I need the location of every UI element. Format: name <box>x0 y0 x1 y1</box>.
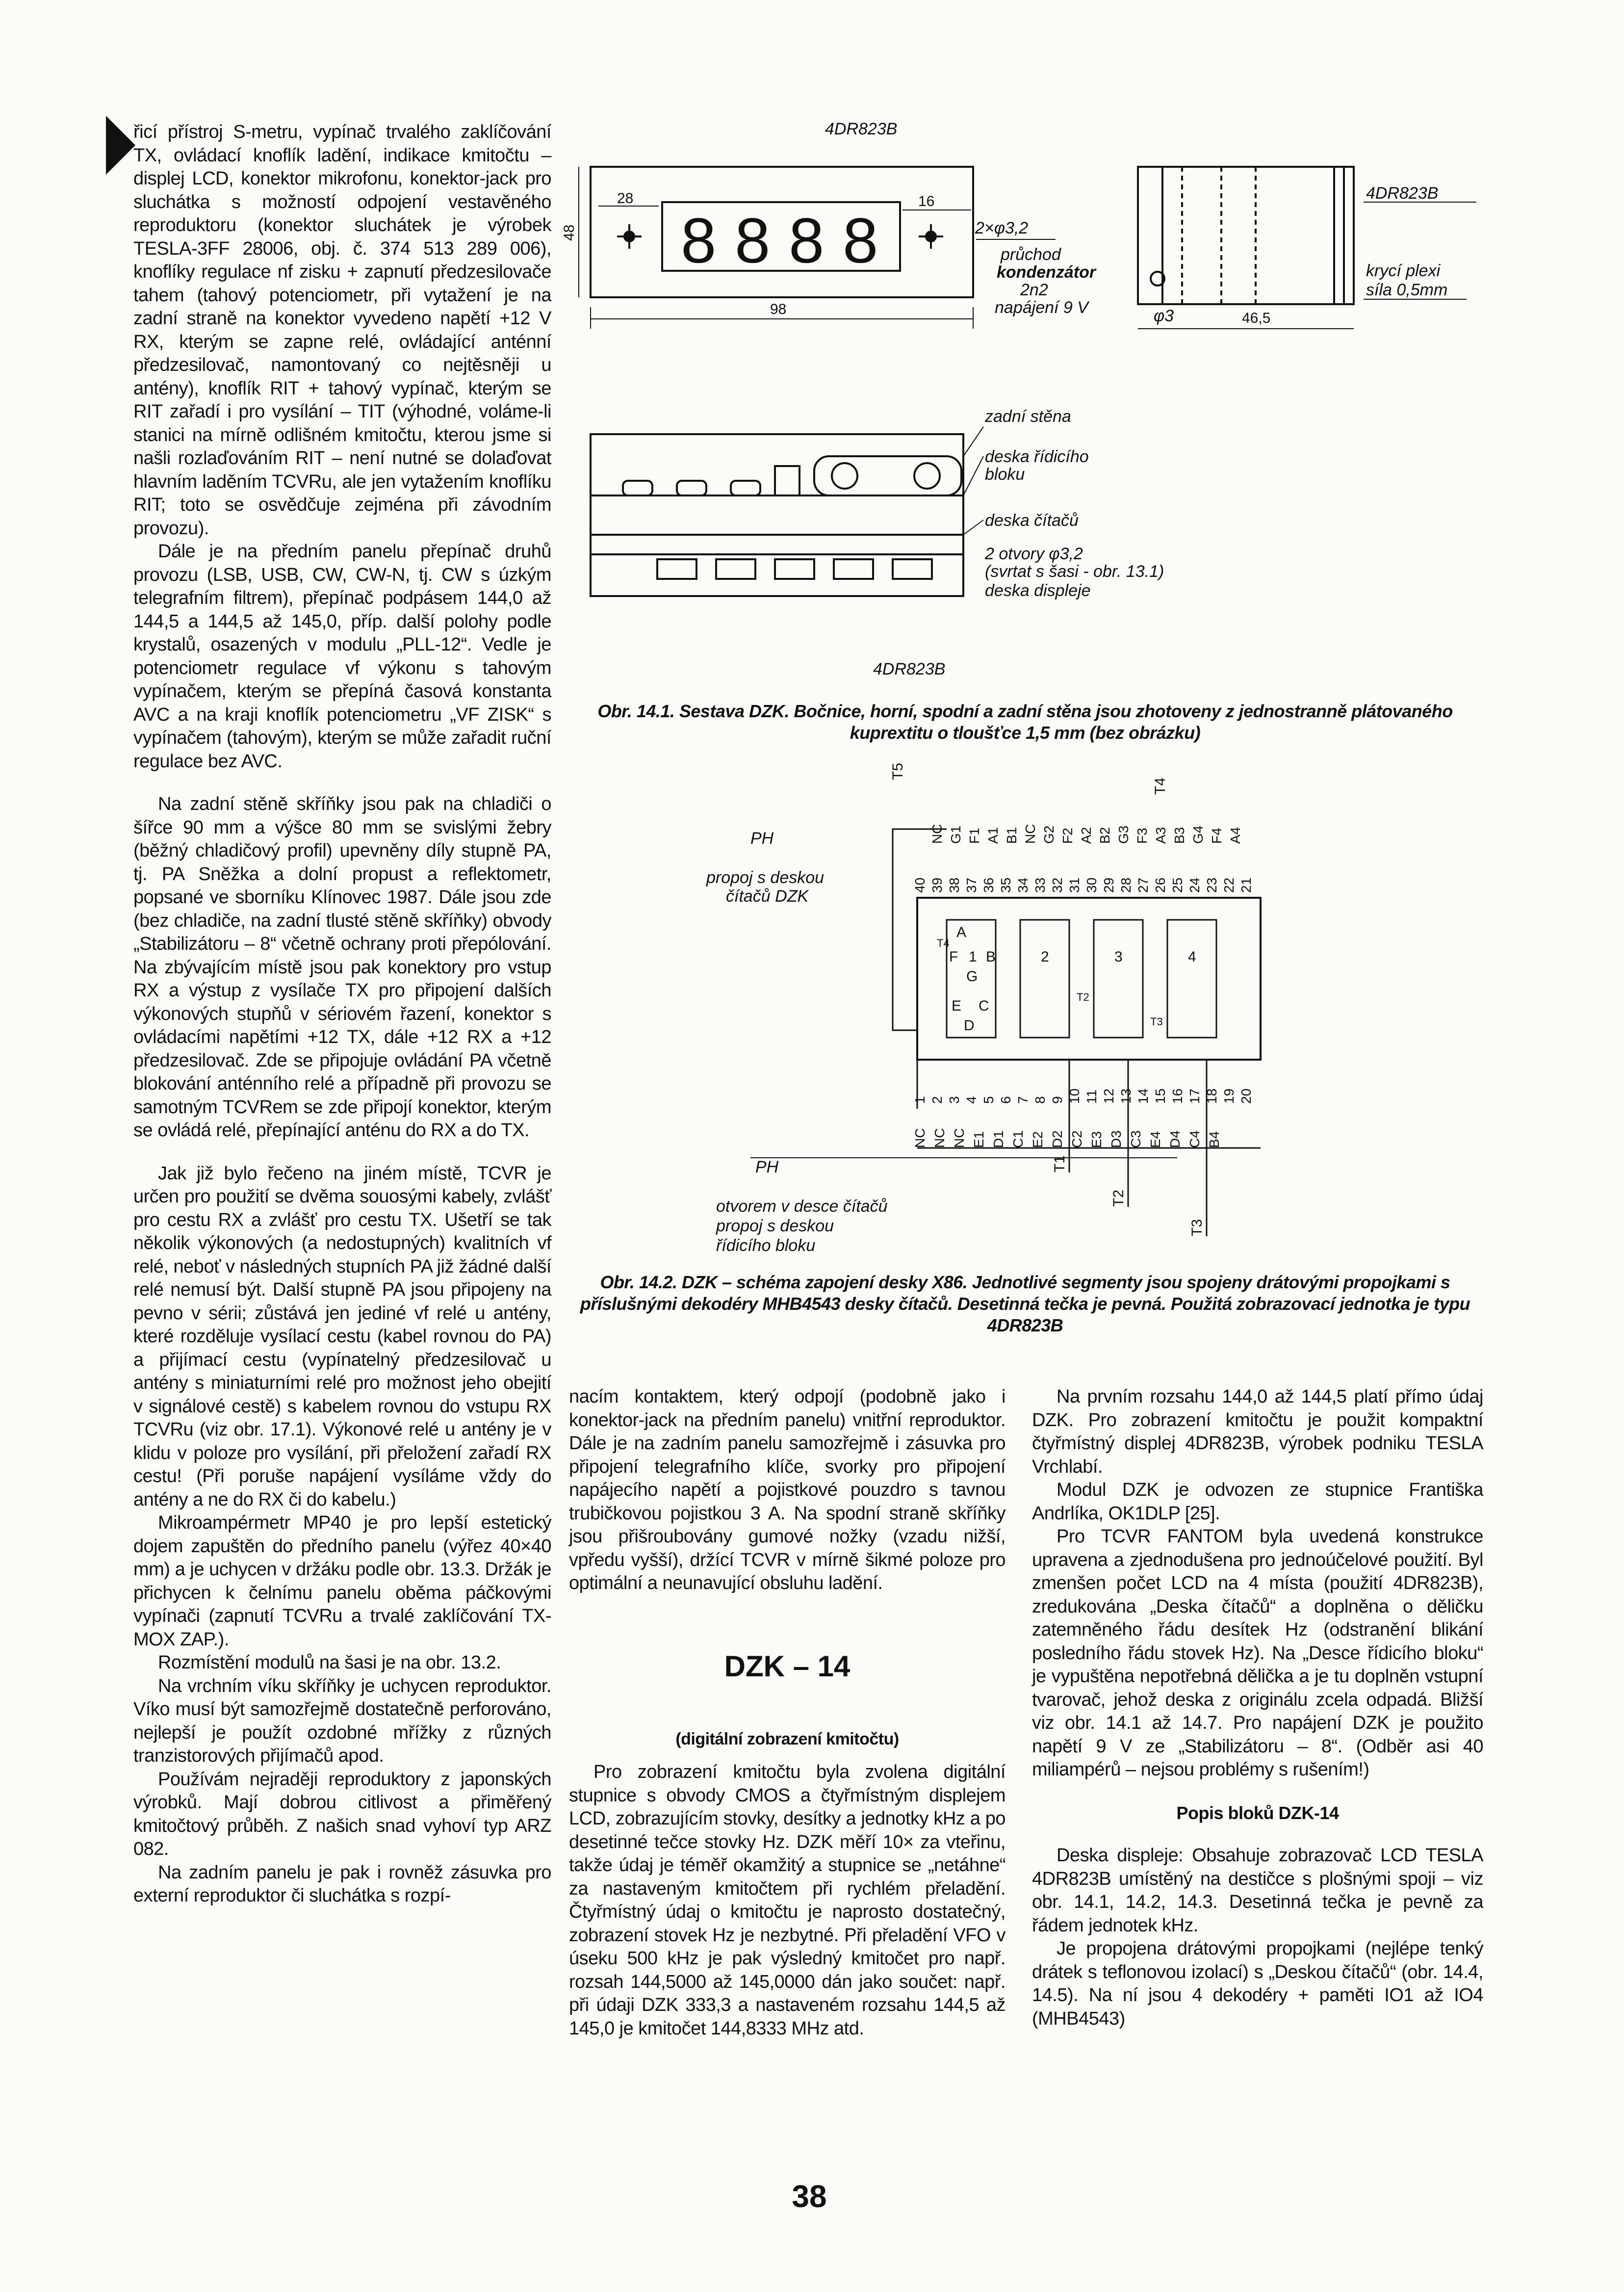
pin-number: 11 <box>1084 1089 1099 1104</box>
signal-label: E3 <box>1089 1131 1104 1148</box>
pin-number: 35 <box>998 877 1013 893</box>
top-signal-labels <box>929 824 1243 844</box>
signal-label: C1 <box>1010 1130 1026 1148</box>
signal-label: D2 <box>1050 1130 1065 1148</box>
transistor-label: T4 <box>1152 777 1168 795</box>
paragraph: řicí přístroj S-metru, vypínač trvalého zaklíčování TX, ovládací knoflík ladění, indikace kmitočtu – displej LCD, konektor mikrofonu, konektor-jack pro sluchátka s možností odpojení vestavěného reproduktoru (konektor sluchátek je výrobek TESLA-3FF 28006, obj. č. 374 513 289 006), knoflíky regulace nf zisku + zapnutí předzesilovače tahem (tahový potenciometr, při vytažení je na zadní straně na konektor vyvedeno napětí +12 V RX, kterým se zapne relé, ovládající anténní předzesilovač, namontovaný co nejtěsněji u antény), knoflík RIT + tahový vypínač, kterým se RIT zařadí i pro vysílání – TIT (výhodné, voláme-li stanici na mírně odlišném kmitočtu, kterou jsme si našli rozlaďováním RIT – není nutné se dolaďovat hlavním laděním TCVRu, ale jen vytažením knoflíku RIT; toto se osvědčuje zejména při závodním provozu). <box>133 122 551 539</box>
signal-label: G4 <box>1190 825 1206 844</box>
digit-label: 2 <box>1041 949 1049 965</box>
label-holes: 2 otvory φ3,2 <box>985 545 1083 563</box>
pin-number: 32 <box>1050 877 1065 893</box>
pin-number: 19 <box>1221 1088 1237 1104</box>
note: kondenzátor <box>997 263 1096 282</box>
segment-label: E <box>952 998 962 1014</box>
signal-label: NC <box>912 1128 928 1148</box>
subsection-title: Popis bloků DZK-14 <box>1176 1802 1339 1823</box>
plexi-label: krycí plexi <box>1366 261 1441 280</box>
figure-14-1 <box>561 113 1501 697</box>
paragraph: Používám nejraději reproduktory z japonských výrobků. Mají dobrou citlivost a přiměřený kmitočtový průběh. Z našich snad vyhoví typ ARZ 082. <box>133 1769 551 1859</box>
signal-label: A4 <box>1228 827 1243 844</box>
bullet-arrow-icon <box>106 116 135 177</box>
assembly-outline <box>591 434 963 596</box>
pin-number: 18 <box>1204 1088 1219 1104</box>
paragraph: Na vrchním víku skříňky je uchycen reproduktor. Víko musí být samozřejmě dostatečně perforováno, nejlepší je použít ozdobné mřížky z různých tranzistorových přijímačů apod. <box>133 1675 551 1766</box>
pin-number: 40 <box>912 877 928 893</box>
transistor-label: T2 <box>1110 1189 1127 1207</box>
signal-label: E2 <box>1030 1131 1045 1148</box>
figure-caption-14-1: Obr. 14.1. Sestava DZK. Bočnice, horní, spodní a zadní stěna jsou zhotoveny z jednostranně plátovaného kuprextitu o tloušťce 1,5 mm (bez obrázku) <box>597 701 1453 743</box>
lcd-digits <box>681 205 878 276</box>
signal-label: F2 <box>1060 828 1075 844</box>
pin-number: 4 <box>964 1096 979 1104</box>
signal-label: E4 <box>1148 1131 1163 1148</box>
signal-label: D3 <box>1108 1130 1124 1148</box>
signal-label: B3 <box>1172 827 1187 844</box>
signal-label: A2 <box>1079 827 1094 844</box>
signal-label: NC <box>929 824 945 844</box>
pin-number: 20 <box>1238 1088 1254 1104</box>
pin-number: 38 <box>947 877 962 893</box>
pin-number: 6 <box>998 1096 1013 1104</box>
signal-label: A3 <box>1153 827 1168 844</box>
section-subtitle: (digitální zobrazení kmitočtu) <box>675 1729 899 1748</box>
label-back-wall: zadní stěna <box>985 407 1071 426</box>
hole-label: φ3 <box>1154 307 1174 325</box>
bottom-label: 4DR823B <box>873 660 946 678</box>
signal-label: G3 <box>1116 825 1131 844</box>
lcd-digit: 8 <box>735 205 771 276</box>
bottom-signal-labels <box>912 1128 1222 1148</box>
label-control-board: bloku <box>985 465 1025 484</box>
paragraph: Deska displeje: Obsahuje zobrazovač LCD TESLA 4DR823B umístěný na destičce s plošnými spoji – viz obr. 14.1, 14.2, 14.3. Desetinná tečka je pevně za řádem jednotek kHz. <box>1032 1845 1483 1936</box>
t-mark: T2 <box>1077 991 1089 1003</box>
side-view-outline <box>1138 167 1354 304</box>
signal-label: B1 <box>1004 827 1019 844</box>
lcd-digit: 8 <box>789 205 825 276</box>
signal-label: C4 <box>1187 1130 1202 1148</box>
dim-label: 48 <box>561 224 577 241</box>
pin-number: 23 <box>1204 877 1219 893</box>
note: otvorem v desce čítačů <box>716 1197 888 1216</box>
column-left <box>133 121 551 1908</box>
fig1-top-label: 4DR823B <box>825 120 898 138</box>
segment-label: C <box>979 998 989 1014</box>
pin-number: 16 <box>1170 1088 1185 1104</box>
lcd-digit: 8 <box>843 205 878 276</box>
knob-icon <box>914 463 940 489</box>
signal-label: F4 <box>1209 828 1224 844</box>
pin-number: 28 <box>1118 877 1134 893</box>
signal-label: D1 <box>991 1130 1006 1148</box>
signal-label: G2 <box>1041 825 1057 844</box>
pin-number: 36 <box>981 877 996 893</box>
pin-number: 2 <box>929 1096 945 1104</box>
note: průchod <box>1001 245 1061 264</box>
pin-number: 15 <box>1153 1088 1168 1104</box>
figure-14-2 <box>687 762 1324 1266</box>
signal-label: B2 <box>1097 827 1112 844</box>
segment-label: G <box>966 968 978 985</box>
pin-number: 5 <box>981 1096 996 1104</box>
label-holes: (svrtat s šasi - obr. 13.1) <box>985 562 1164 581</box>
dim-label: 16 <box>918 193 935 209</box>
label-counter-board: deska čítačů <box>985 511 1079 530</box>
top-pin-numbers <box>912 878 1254 893</box>
pin-number: 7 <box>1015 1096 1031 1104</box>
signal-label: C2 <box>1069 1130 1084 1148</box>
paragraph: Na prvním rozsahu 144,0 až 144,5 platí přímo údaj DZK. Pro zobrazení kmitočtu je použit kompaktní čtyřmístný displej 4DR823B, výrobek podniku TESLA Vrchlabí. <box>1032 1386 1483 1477</box>
note: propoj s deskou <box>706 868 825 887</box>
side-label: 4DR823B <box>1366 184 1439 203</box>
paragraph: Pro zobrazení kmitočtu byla zvolena digitální stupnice s obvody CMOS a čtyřmístným displejem LCD, zobrazujícím stovky, desítky a jednotky kHz a po desetinné tečce stovky Hz. DZK měří 10× za vteřinu, takže údaj je téměř okamžitý a stupnice se „netáhne“ za nastaveným kmitočtem při rychlém přeladění. Čtyřmístný údaj o kmitočtu je naprosto dostatečný, zobrazení stovek Hz je nezbytné. Při přeladění VFO v úseku 500 kHz je pak výsledný kmitočet pro např. rozsah 144,5000 až 145,0000 dán jako součet: např. při údaji DZK 333,3 a nastaveném rozsahu 144,5 až 145,0 je kmitočet 144,8333 MHz atd. <box>569 1762 1005 2039</box>
note: čítačů DZK <box>726 887 809 906</box>
pin-number: 33 <box>1032 877 1048 893</box>
segment-label: 1 <box>969 949 977 965</box>
label-display-board: deska displeje <box>985 581 1091 600</box>
pin-number: 1 <box>912 1096 928 1104</box>
ph-label: PH <box>750 829 774 848</box>
signal-label: NC <box>1023 824 1038 844</box>
section-title: DZK – 14 <box>724 1649 851 1683</box>
paragraph: Modul DZK je odvozen ze stupnice Františka Andrlíka, OK1DLP [25]. <box>1032 1480 1483 1524</box>
pin-number: 31 <box>1067 877 1082 893</box>
paragraph: nacím kontaktem, který odpojí (podobně jako i konektor-jack na předním panelu) vnitřní reproduktor. Dále je na zadním panelu samozřejmě i zásuvka pro připojení telegrafního klíče, svorky pro připojení napájecího napětí a pojistkové pouzdro s tavnou trubičkovou pojistkou 3 A. Na spodní straně skříňky jsou přišroubovány gumové nožky (vzadu nižší, vpředu vyšší), držící TCVR v mírně šikmé poloze pro optimální a neunavující obsluhu ladění. <box>569 1386 1005 1593</box>
signal-label: G1 <box>948 825 963 844</box>
dim-label: 28 <box>617 190 634 207</box>
pin-number: 27 <box>1135 877 1151 893</box>
paragraph: Mikroampérmetr MP40 je pro lepší estetický dojem zapuštěn do předního panelu (výřez 40×40 mm) a je uchycen v držáku podle obr. 13.3. Držák je přichycen k čelnímu panelu oběma páčkovými vypínači (zapnutí TCVRu a trvalé zaklíčování TX-MOX ZAP.). <box>133 1512 551 1650</box>
note: 2n2 <box>1020 281 1048 299</box>
pin-number: 22 <box>1221 877 1237 893</box>
pin-number: 29 <box>1101 877 1116 893</box>
paragraph: Na zadní stěně skříňky jsou pak na chladiči o šířce 90 mm a výšce 80 mm se svislými žebry (běžný chladičový profil) upevněny díly stupně PA, tj. PA Sněžka a dolní propust a reflektometr, popsané ve sborníku Klínovec 1987. Dále jsou zde (bez chladiče, na zadní tlusté stěně skříňky) obvody „Stabilizátoru – 8“ včetně ochrany proti přepólování. Na zbývajícím místě jsou pak konektory pro vstup RX a výstup z vysílače TX pro připojení dalších výkonových stupňů v sériovém řazení, konektor s ovládacími napětími +12 TX, dále +12 RX a +12 předzesilovač. Zde se připojuje ovládání PA včetně blokování anténního relé a případně při provozu se samotným TCVRem se zde připojí konektor, kterým se ovládá relé, přepínající anténu do RX a do TX. <box>133 794 551 1141</box>
note: napájení 9 V <box>995 298 1088 317</box>
pin-number: 12 <box>1101 1088 1116 1104</box>
segment-label: A <box>956 924 967 940</box>
t-mark: T3 <box>1150 1016 1163 1028</box>
signal-label: B4 <box>1207 1131 1222 1148</box>
pin-number: 30 <box>1084 877 1099 893</box>
pin-number: 39 <box>929 877 945 893</box>
t-mark: T4 <box>937 937 950 949</box>
pin-number: 3 <box>947 1096 962 1104</box>
signal-label: F1 <box>967 828 982 844</box>
digit-label: 3 <box>1114 949 1123 965</box>
signal-label: D4 <box>1167 1130 1183 1148</box>
pin-number: 21 <box>1238 877 1254 893</box>
signal-label: NC <box>932 1128 947 1148</box>
pin-number: 10 <box>1067 1088 1082 1104</box>
pin-number: 25 <box>1170 877 1185 893</box>
signal-label: A1 <box>985 827 1001 844</box>
pin-number: 34 <box>1015 877 1031 893</box>
figure-caption-14-2: Obr. 14.2. DZK – schéma zapojení desky X86. Jednotlivé segmenty jsou spojeny drátovými propojkami s příslušnými dekodéry MHB4543 desky čítačů. Desetinná tečka je pevná. Použitá zobrazovací jednotka je typu 4DR823B <box>580 1272 1470 1335</box>
bottom-pin-numbers <box>912 1089 1254 1104</box>
paragraph: Pro TCVR FANTOM byla uvedená konstrukce upravena a zjednodušena pro jednoúčelové použití. Byl zmenšen počet LCD na 4 místa (použití 4DR823B), zredukována „Deska čítačů“ a doplněna o děličku zatemněného řádu desítek Hz (odstranění blikání posledního řádu stovek Hz). Na „Desce řídicího bloku“ je vypuštěna nepotřebná dělička a je tu doplněn vstupní tvarovač, jehož deska z originálu zcela odpadá. Bližší viz obr. 14.1 až 14.7. Pro napájení DZK je použito napětí 9 V ze „Stabilizátoru – 8“. (Odběr asi 40 miliampérů – nejsou problémy s rušením!) <box>1032 1526 1483 1780</box>
knob-icon <box>832 463 857 489</box>
front-panel-outline <box>591 167 973 297</box>
digit-label: 4 <box>1188 949 1196 965</box>
label-control-board: deska řídicího <box>985 447 1089 466</box>
pin-number: 8 <box>1032 1096 1048 1104</box>
paragraph: Je propojena drátovými propojkami (nejlépe tenký drátek s teflonovou izolací) s „Deskou čítačů“ (obr. 14.4, 14.5). Na ní jsou 4 dekodéry + paměti IO1 až IO4 (MHB4543) <box>1032 1938 1483 2029</box>
signal-label: NC <box>952 1128 967 1148</box>
pin-number: 26 <box>1153 877 1168 893</box>
ph-label: PH <box>755 1158 779 1176</box>
pin-number: 9 <box>1050 1096 1065 1104</box>
transistor-label: T1 <box>1052 1155 1068 1172</box>
dim-label: 98 <box>770 301 787 317</box>
paragraph: Rozmístění modulů na šasi je na obr. 13.2. <box>158 1652 501 1673</box>
pin-number: 17 <box>1187 1088 1202 1104</box>
paragraph: Jak již bylo řečeno na jiném místě, TCVR je určen pro použití se dvěma souosými kabely, zvlášť pro cestu RX a zvlášť pro cestu TX. Ušetří se tak několik výkonových (a nedostupných) kvalitních vf relé, neboť v následných stupních PA již žádné další relé nemusí být. Další stupně PA jsou připojeny na pevno v sérii; zůstává jen jediné vf relé u antény, které rozděluje vysílací cestu (kabel rovnou do PA) a přijímací cestu (vypínatelný předzesilovač u antény s miniaturními relé pro možnost jeho obejití v signálové cestě) s kabelem rovnou do vstupu RX TCVRu (viz obr. 17.1). Výkonové relé u antény je v klidu v poloze pro vysílání, při přeložení zařadí RX cestu! (Při poruše napájení vysíláme vždy do antény a ne do RX či do kabelu.) <box>133 1163 551 1510</box>
transistor-label: T3 <box>1189 1219 1205 1236</box>
signal-label: E1 <box>971 1131 986 1148</box>
pin-number: 13 <box>1118 1088 1134 1104</box>
segment-label: D <box>964 1017 975 1034</box>
page-number: 38 <box>792 2179 827 2214</box>
holes-label: 2×φ3,2 <box>975 219 1029 237</box>
plexi-label: síla 0,5mm <box>1366 281 1448 299</box>
column-right <box>1032 1385 1483 2031</box>
lcd-digit: 8 <box>681 205 717 276</box>
signal-label: F3 <box>1134 828 1150 844</box>
pin-number: 24 <box>1187 877 1202 893</box>
dim-label: 46,5 <box>1242 310 1271 326</box>
transistor-label: T5 <box>890 762 906 780</box>
signal-label: C3 <box>1128 1130 1143 1148</box>
note: řídicího bloku <box>716 1236 816 1255</box>
segment-label: F <box>949 949 958 965</box>
segment-label: B <box>986 949 996 965</box>
note: propoj s deskou <box>716 1217 834 1235</box>
column-middle <box>569 1385 1005 2040</box>
pin-number: 14 <box>1135 1088 1151 1104</box>
pin-number: 37 <box>964 877 979 893</box>
paragraph: Dále je na předním panelu přepínač druhů provozu (LSB, USB, CW, CW-N, tj. CW s úzkým telegrafním filtrem), přepínač podpásem 144,0 až 144,5 a 144,5 až 145,0, příp. další polohy podle krystalů, osazených v modulu „PLL-12“. Vedle je potenciometr regulace vf výkonu s tahovým vypínačem, kterým se přepíná časová konstanta AVC a na kraji knoflík potenciometru „VF ZISK“ s vypínačem (tahovým), kterým se může zařadit ruční regulace bez AVC. <box>133 541 551 772</box>
paragraph: Na zadním panelu je pak i rovněž zásuvka pro externí reproduktor či sluchátka s rozpí- <box>133 1862 551 1906</box>
